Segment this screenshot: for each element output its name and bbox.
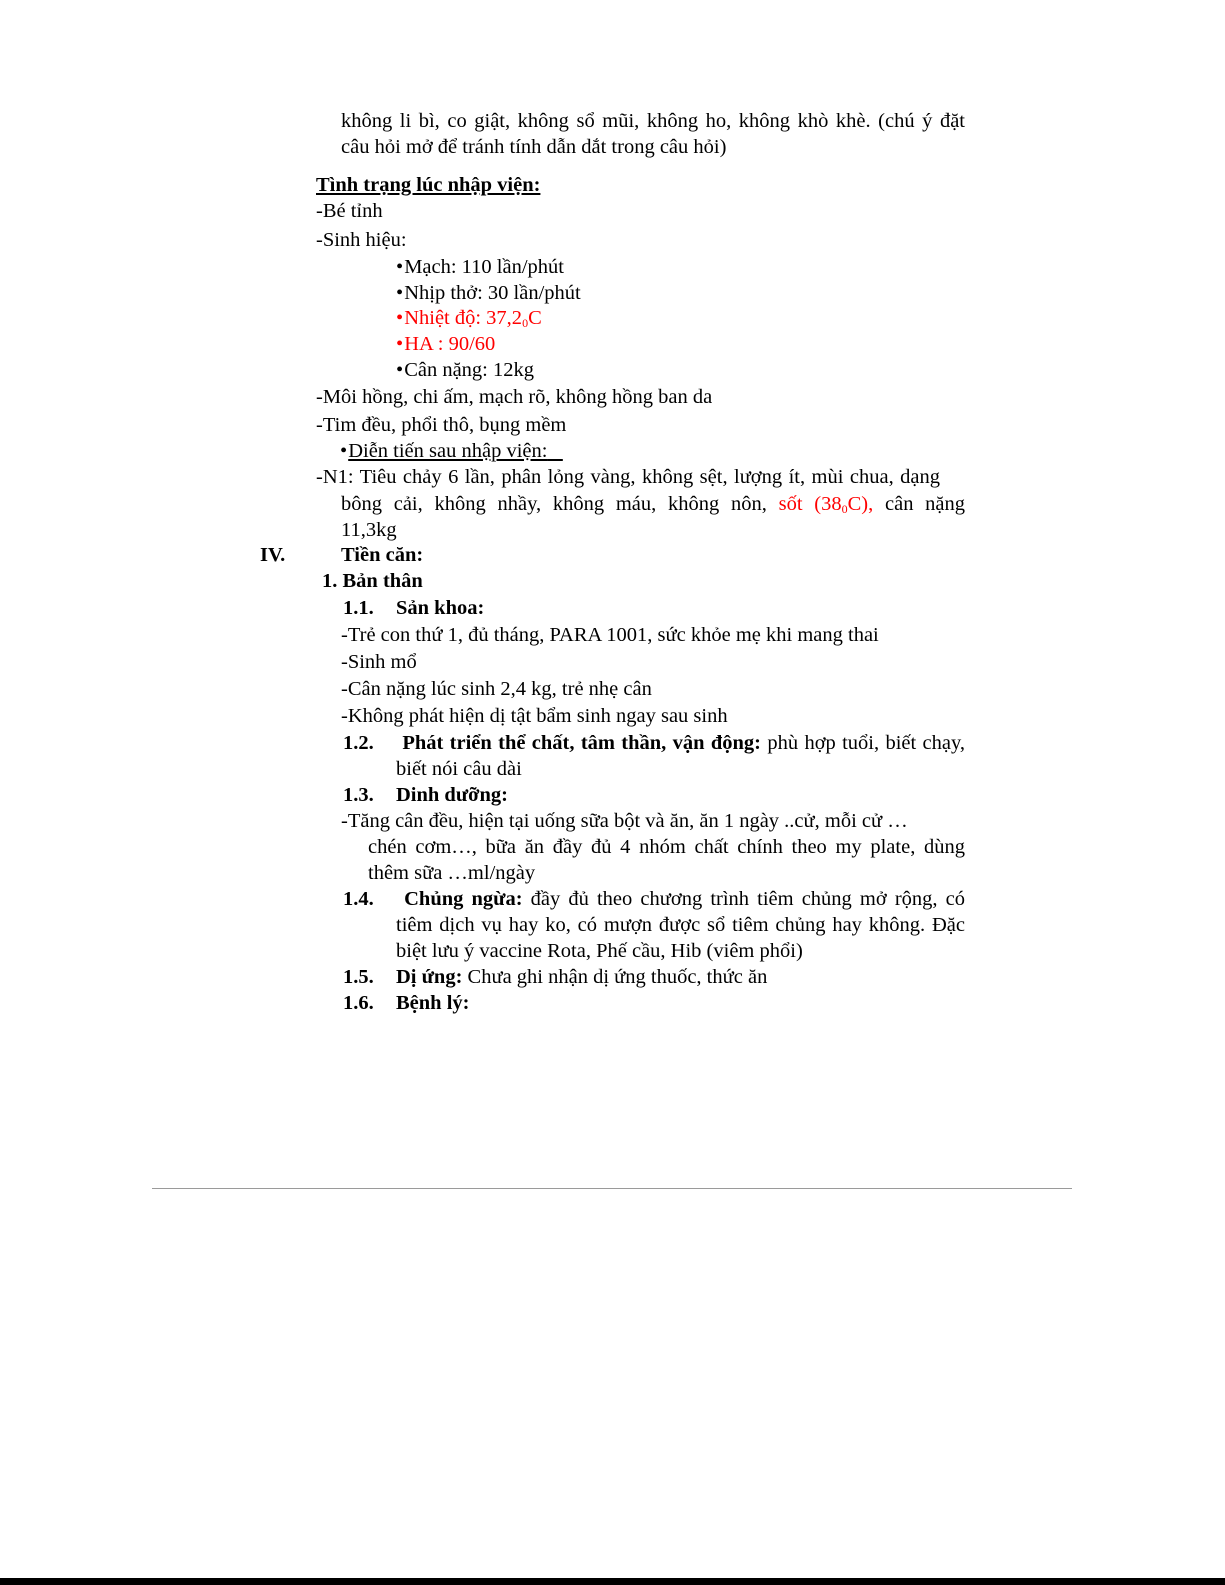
course-heading: •Diễn tiến sau nhập viện: [340,440,548,462]
self-heading: 1. Bản thân [322,570,423,592]
bottom-edge-bar [0,1578,1225,1585]
course-n1-line-2: bông cải, không nhầy, không máu, không nôn, sốt (380C), cân nặng [341,493,966,516]
bullet-icon: • [396,282,404,304]
intro-line-2: câu hỏi mở để tránh tính dẫn dắt trong câu hỏi) [341,136,727,158]
section-1-5-heading: 1.5. Dị ứng: Chưa ghi nhận dị ứng thuốc, thức ăn [343,966,768,988]
vital-bp: •HA : 90/60 [396,333,496,355]
section-1-4-heading: 1.4. Chủng ngừa: đầy đủ theo chương trình tiêm chủng mở rộng, có [343,888,965,910]
fever-highlight: sốt (380C), [778,493,874,516]
admission-heading: Tình trạng lúc nhập viện: [316,174,541,196]
vital-weight: •Cân nặng: 12kg [396,359,535,381]
s11-line-1: -Trẻ con thứ 1, đủ tháng, PARA 1001, sức khỏe mẹ khi mang thai [341,624,879,646]
section-1-2-heading: 1.2. Phát triển thể chất, tâm thần, vận động: phù hợp tuổi, biết chạy, [343,732,966,754]
s14-line-3: biệt lưu ý vaccine Rota, Phế cầu, Hib (viêm phổi) [396,940,803,962]
history-title: Tiền căn: [341,544,424,566]
course-n1-line-1: -N1: Tiêu chảy 6 lần, phân lỏng vàng, không sệt, lượng ít, mùi chua, dạng [316,466,940,488]
vital-temp: •Nhiệt độ: 37,20C [396,307,542,330]
s11-line-3: -Cân nặng lúc sinh 2,4 kg, trẻ nhẹ cân [341,678,652,700]
admission-conscious: -Bé tỉnh [316,200,383,222]
intro-line-1: không li bì, co giật, không sổ mũi, không ho, không khò khè. (chú ý đặt [341,110,965,132]
course-n1-line-3: 11,3kg [341,519,397,541]
exam-line-2: -Tim đều, phổi thô, bụng mềm [316,414,567,436]
vital-resp: •Nhịp thở: 30 lần/phút [396,282,581,304]
bullet-icon: • [396,307,404,329]
exam-line-1: -Môi hồng, chi ấm, mạch rõ, không hồng ban da [316,386,713,408]
section-1-6-heading: 1.6. Bệnh lý: [343,992,470,1014]
s13-line-1: -Tăng cân đều, hiện tại uống sữa bột và ăn, ăn 1 ngày ..cử, mỗi cử … [341,810,908,832]
s11-line-4: -Không phát hiện dị tật bẩm sinh ngay sau sinh [341,705,728,727]
bullet-icon: • [340,440,348,462]
bullet-icon: • [396,333,404,355]
s13-line-2: chén cơm…, bữa ăn đầy đủ 4 nhóm chất chính theo my plate, dùng [368,836,965,858]
section-1-1-heading: 1.1. Sản khoa: [343,597,485,619]
s11-line-2: -Sinh mổ [341,651,417,673]
history-roman: IV. [260,544,286,566]
vitals-label: -Sinh hiệu: [316,229,407,251]
bullet-icon: • [396,359,404,381]
footer-divider [152,1188,1072,1189]
s13-line-3: thêm sữa …ml/ngày [368,862,536,884]
vital-pulse: •Mạch: 110 lần/phút [396,256,564,278]
s12-line-2: biết nói câu dài [396,758,522,780]
s14-line-2: tiêm dịch vụ hay ko, có mượn được sổ tiêm chủng hay không. Đặc [396,914,965,936]
section-1-3-heading: 1.3. Dinh dưỡng: [343,784,508,806]
bullet-icon: • [396,256,404,278]
